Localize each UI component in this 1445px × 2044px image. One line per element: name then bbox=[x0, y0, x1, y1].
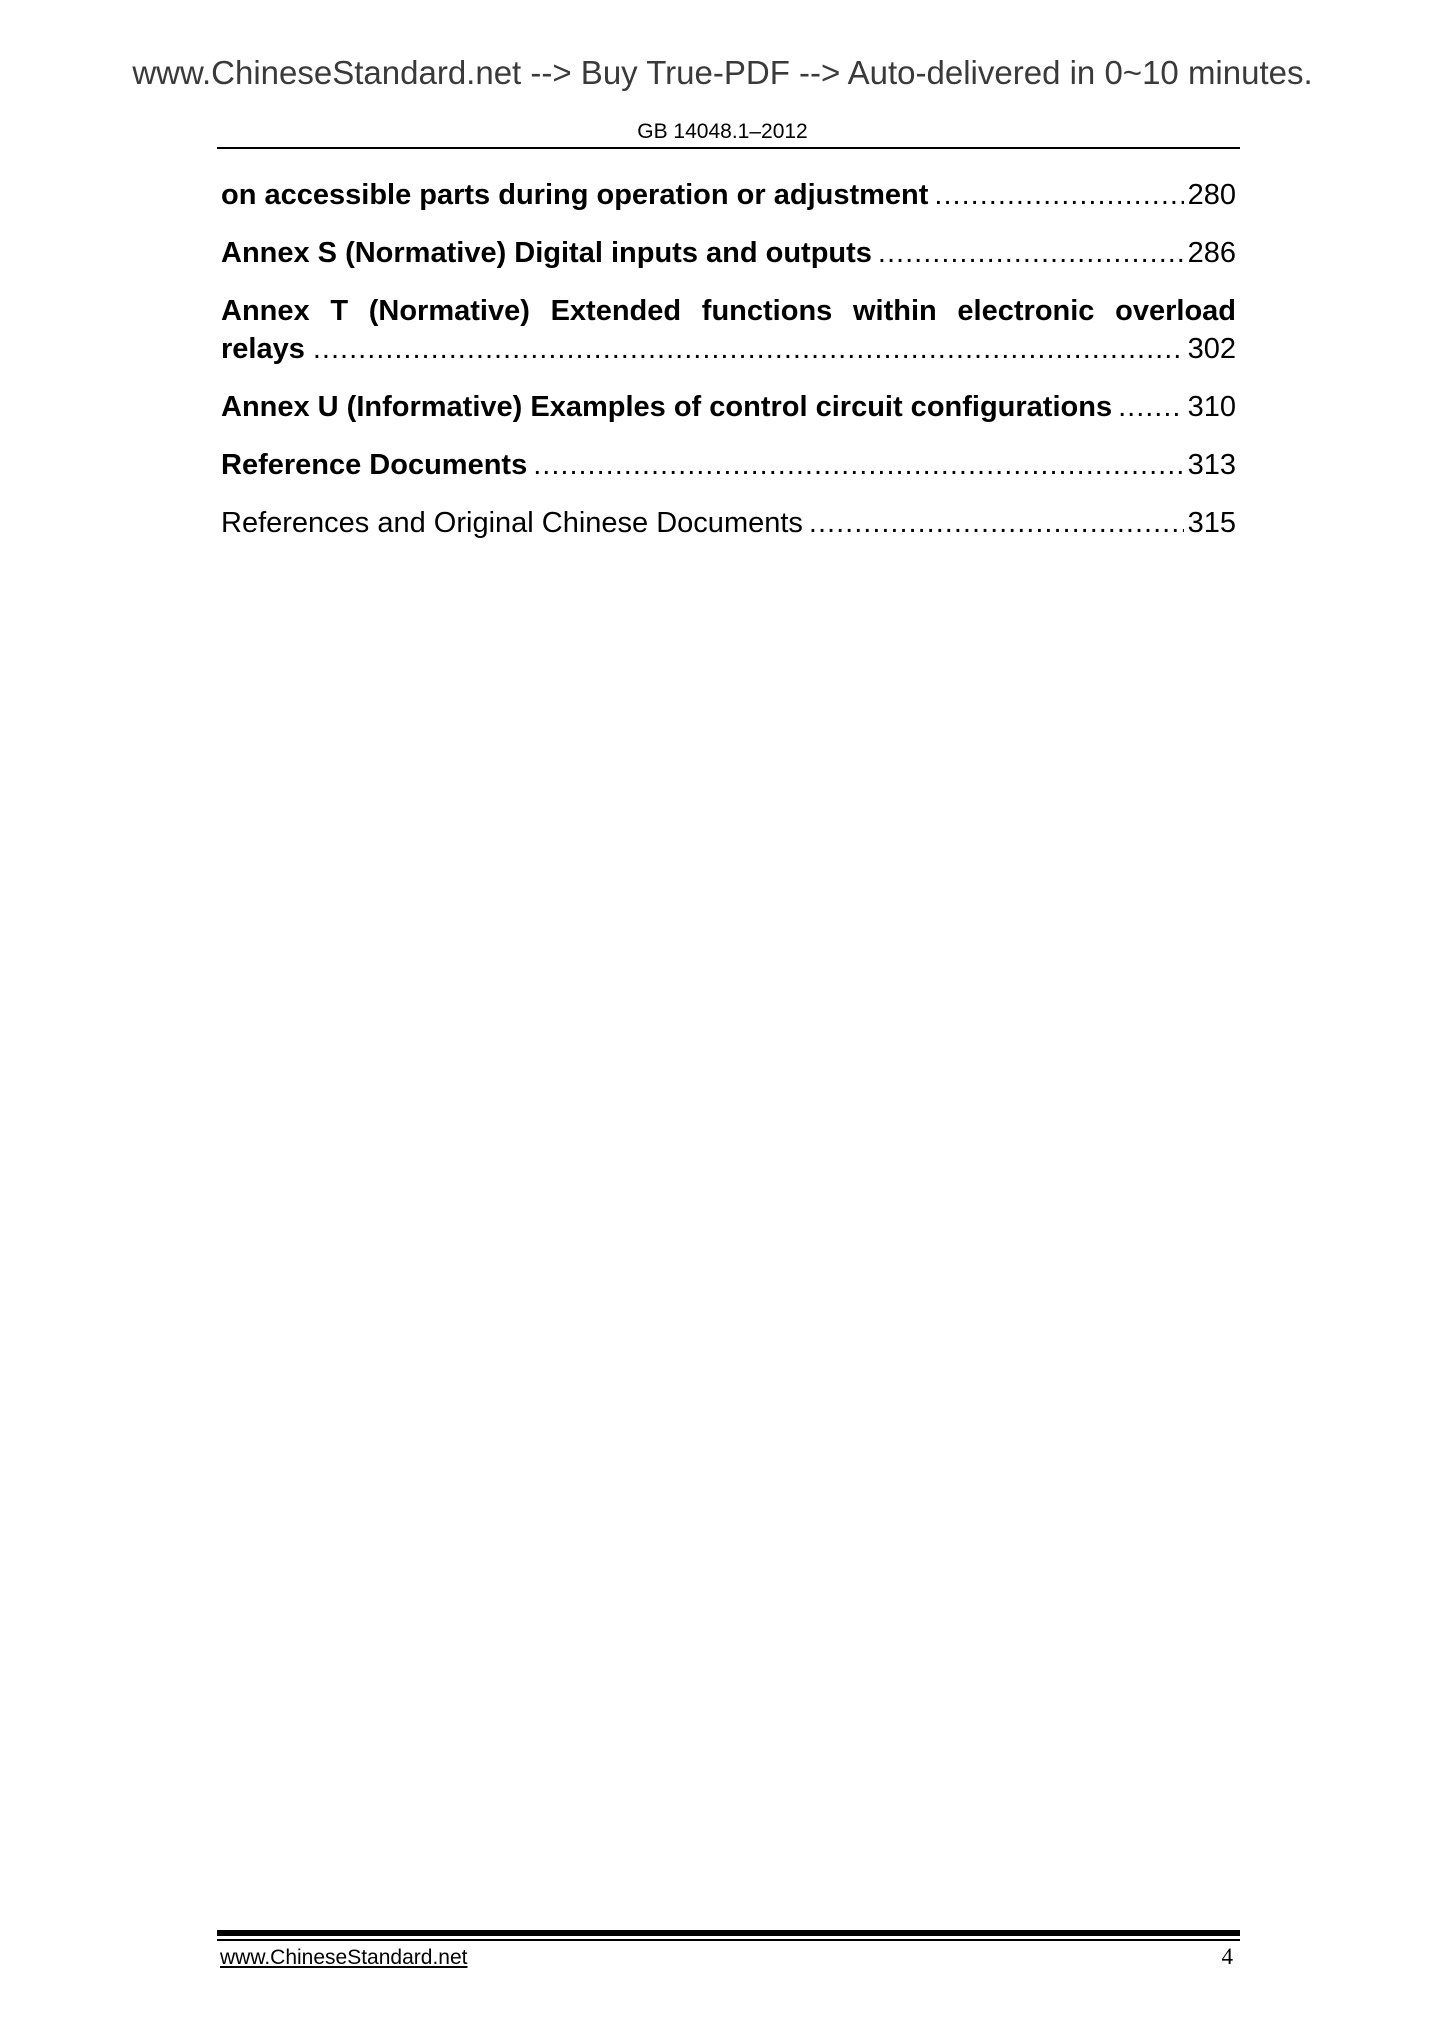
toc-entry[interactable] bbox=[221, 504, 1236, 542]
toc-entry-page: 313 bbox=[1187, 449, 1236, 481]
page-number: 4 bbox=[1221, 1944, 1233, 1969]
toc-entry[interactable] bbox=[221, 446, 1236, 484]
toc-entry[interactable] bbox=[221, 176, 1236, 214]
toc-entry-page: 310 bbox=[1187, 391, 1236, 423]
toc-entry[interactable] bbox=[221, 234, 1236, 272]
toc-entry-title: Reference Documents bbox=[221, 449, 528, 481]
toc-entry-title: References and Original Chinese Documents bbox=[221, 507, 803, 539]
toc-entry-title-line2: relays bbox=[221, 333, 305, 365]
footer-website-link[interactable]: www.ChineseStandard.net bbox=[220, 1946, 468, 1969]
site-banner: www.ChineseStandard.net --> Buy True-PDF --> Auto-delivered in 0~10 minutes. bbox=[132, 54, 1313, 91]
footer-divider-thick bbox=[217, 1930, 1240, 1936]
toc-leader-dots bbox=[533, 446, 1183, 484]
toc-entry-title: Annex S (Normative) Digital inputs and outputs bbox=[221, 237, 872, 269]
toc-leader-dots bbox=[313, 330, 1184, 368]
toc-entry[interactable] bbox=[221, 292, 1236, 368]
toc-entry-title-line1: Annex T (Normative) Extended functions within electronic overload bbox=[221, 295, 1236, 327]
toc-leader-dots bbox=[878, 234, 1184, 272]
toc-leader-dots bbox=[934, 176, 1183, 214]
toc-leader-dots bbox=[809, 504, 1184, 542]
toc-leader-dots bbox=[1118, 388, 1184, 426]
toc-entry-page: 302 bbox=[1187, 333, 1236, 365]
standard-code: GB 14048.1–2012 bbox=[637, 120, 808, 143]
header-divider bbox=[217, 147, 1240, 149]
toc-entry-title: Annex U (Informative) Examples of control circuit configurations bbox=[221, 391, 1113, 423]
toc-entry[interactable] bbox=[221, 388, 1236, 426]
toc-entry-page: 286 bbox=[1187, 237, 1236, 269]
toc-entry-title: on accessible parts during operation or adjustment bbox=[221, 179, 929, 211]
footer-divider-thin bbox=[217, 1939, 1240, 1941]
toc-entry-page: 280 bbox=[1187, 179, 1236, 211]
table-of-contents bbox=[221, 176, 1236, 562]
toc-entry-page: 315 bbox=[1187, 507, 1236, 539]
